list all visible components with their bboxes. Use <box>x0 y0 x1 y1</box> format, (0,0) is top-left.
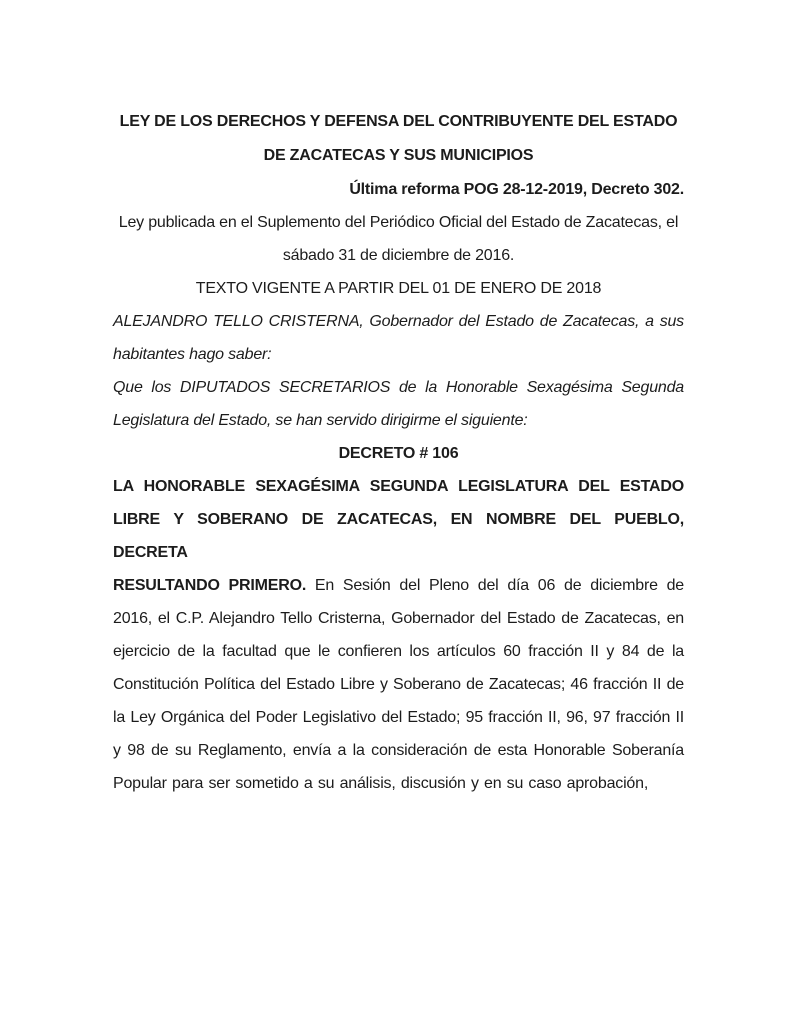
decree-number-heading: DECRETO # 106 <box>338 445 459 462</box>
document-title <box>113 105 684 173</box>
resultando-primero-body: En Sesión del Pleno del día 06 de diciembre de 2016, el C.P. Alejandro Tello Cristerna, Gobernador del Estado de Zacatecas, en ejercicio de la facultad que le confieren los artículos 60 fracción II y 84 de la Constitución Política del Estado Libre y Soberano de Zacatecas; 46 fracción II de la Ley Orgánica del Poder Legislativo del Estado; 95 fracción II, 96, 97 fracción II y 98 de su Reglamento, envía a la consideración de esta Honorable Soberanía Popular para ser sometido a su análisis, discusión y en su caso aprobación, <box>113 577 684 792</box>
legislature-decree-statement: LA HONORABLE SEXAGÉSIMA SEGUNDA LEGISLATURA DEL ESTADO LIBRE Y SOBERANO DE ZACATECAS, EN NOMBRE DEL PUEBLO, DECRETA <box>113 478 684 561</box>
publication-note-line-1: Ley publicada en el Suplemento del Periódico Oficial del Estado de Zacatecas, el <box>118 214 679 231</box>
document-title-line-2: DE ZACATECAS Y SUS MUNICIPIOS <box>263 147 534 164</box>
publication-note-line-2: sábado 31 de diciembre de 2016. <box>282 247 515 264</box>
effective-date-note: TEXTO VIGENTE A PARTIR DEL 01 DE ENERO DE 2018 <box>195 280 602 297</box>
governor-intro: ALEJANDRO TELLO CRISTERNA, Gobernador del Estado de Zacatecas, a sus habitantes hago saber: <box>113 313 684 363</box>
resultando-primero-paragraph <box>113 569 684 800</box>
document-title-line-1: LEY DE LOS DERECHOS Y DEFENSA DEL CONTRIBUYENTE DEL ESTADO <box>119 113 678 130</box>
publication-note <box>113 206 684 272</box>
last-reform-note: Última reforma POG 28-12-2019, Decreto 302. <box>349 181 684 198</box>
resultando-primero-lead: RESULTANDO PRIMERO. <box>113 577 307 594</box>
secretaries-intro: Que los DIPUTADOS SECRETARIOS de la Honorable Sexagésima Segunda Legislatura del Estado, se han servido dirigirme el siguiente: <box>113 379 684 429</box>
